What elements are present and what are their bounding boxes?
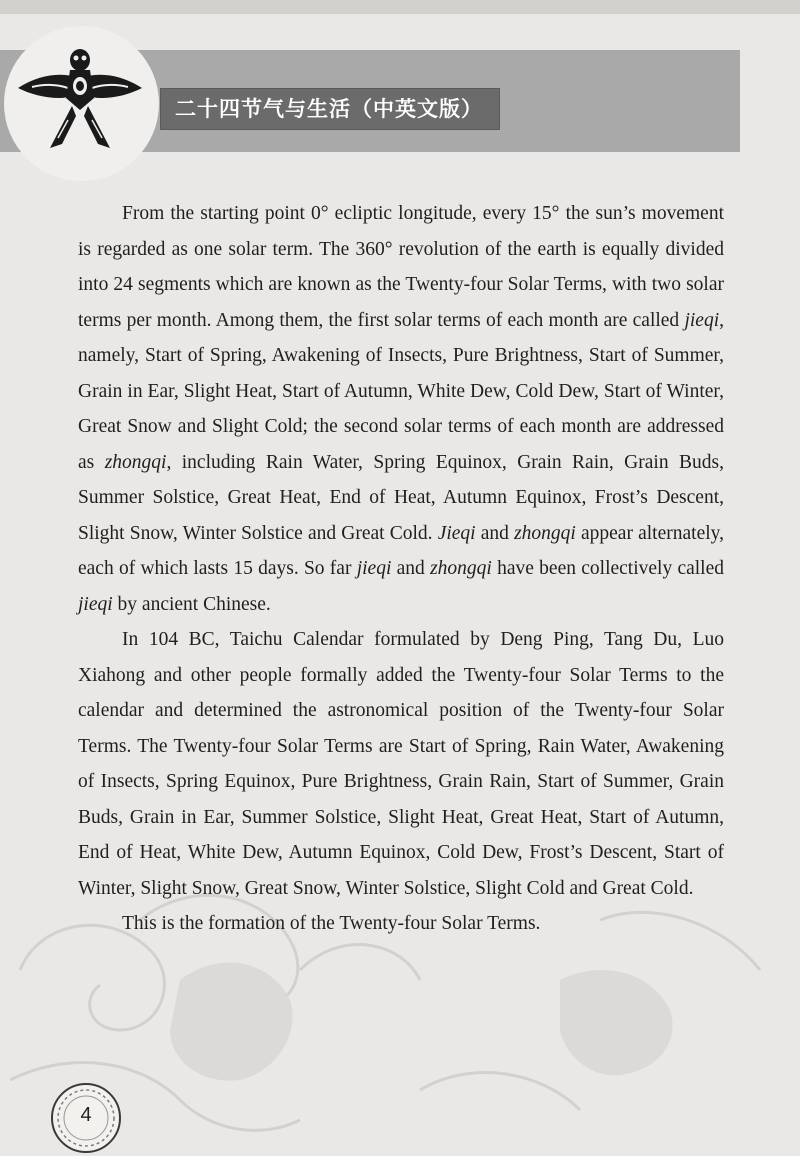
page-number: 4 [80,1104,92,1126]
italic-term: jieqi [78,593,113,615]
paragraph [78,622,724,906]
paragraph [78,906,724,942]
italic-term: zhongqi [104,451,167,473]
text-run: have been collectively called [491,558,725,579]
italic-term: jieqi [684,309,720,331]
swallow-kite-icon [10,40,150,160]
text-run: In 104 BC, Taichu Calendar formulated by Deng Ping, Tang Du, Luo Xiahong and other people formally added the Twenty-four Solar Terms to the calendar and determined the astronomical position of the Twenty-four Solar Terms. The Twenty-four Solar Terms are Start of Spring, Rain Water, Awakening of Insects, Spring Equinox, Pure Brightness, Grain Rain, Start of Summer, Grain Buds, Grain in Ear, Summer Solstice, Slight Heat, Great Heat, Start of Autumn, End of Heat, White Dew, Autumn Equinox, Cold Dew, Frost’s Descent, Start of Winter, Slight Snow, Great Snow, Winter Solstice, Slight Cold and Great Cold. [78,629,724,899]
text-run: , namely, Start of Spring, Awakening of Insects, Pure Brightness, Start of Summer, Grain in Ear, Slight Heat, Start of Autumn, White Dew, Cold Dew, Start of Winter, Great Snow and Slight Cold; the second solar terms of each month are addressed as [78,309,724,473]
body-text [78,196,724,942]
text-run: , including Rain Water, Spring Equinox, Grain Rain, Grain Buds, Summer Solstice, Great Heat, End of Heat, Autumn Equinox, Frost’s Descent, Slight Snow, Winter Solstice and Great Cold. [78,451,724,544]
page-top-edge [0,0,800,14]
text-run: and [391,558,431,579]
italic-term: jieqi [356,558,392,579]
paragraph [78,196,724,622]
italic-term: zhongqi [430,558,492,579]
italic-term: zhongqi [514,522,576,544]
italic-term: Jieqi [437,522,476,544]
text-run: From the starting point 0° ecliptic longitude, every 15° the sun’s movement is regarded as one solar term. The 360° revolution of the earth is equally divided into 24 segments which are known as the Twenty-four Solar Terms, with two solar terms per month. Among them, the first solar terms of each month are called [78,203,724,331]
text-run: and [475,522,515,544]
book-title: 二十四节气与生活（中英文版） [175,97,483,121]
text-run: appear alternately, each of which lasts 15 days. So far [78,522,724,579]
text-run: by ancient Chinese. [112,593,271,615]
text-run: This is the formation of the Twenty-four Solar Terms. [122,913,541,934]
